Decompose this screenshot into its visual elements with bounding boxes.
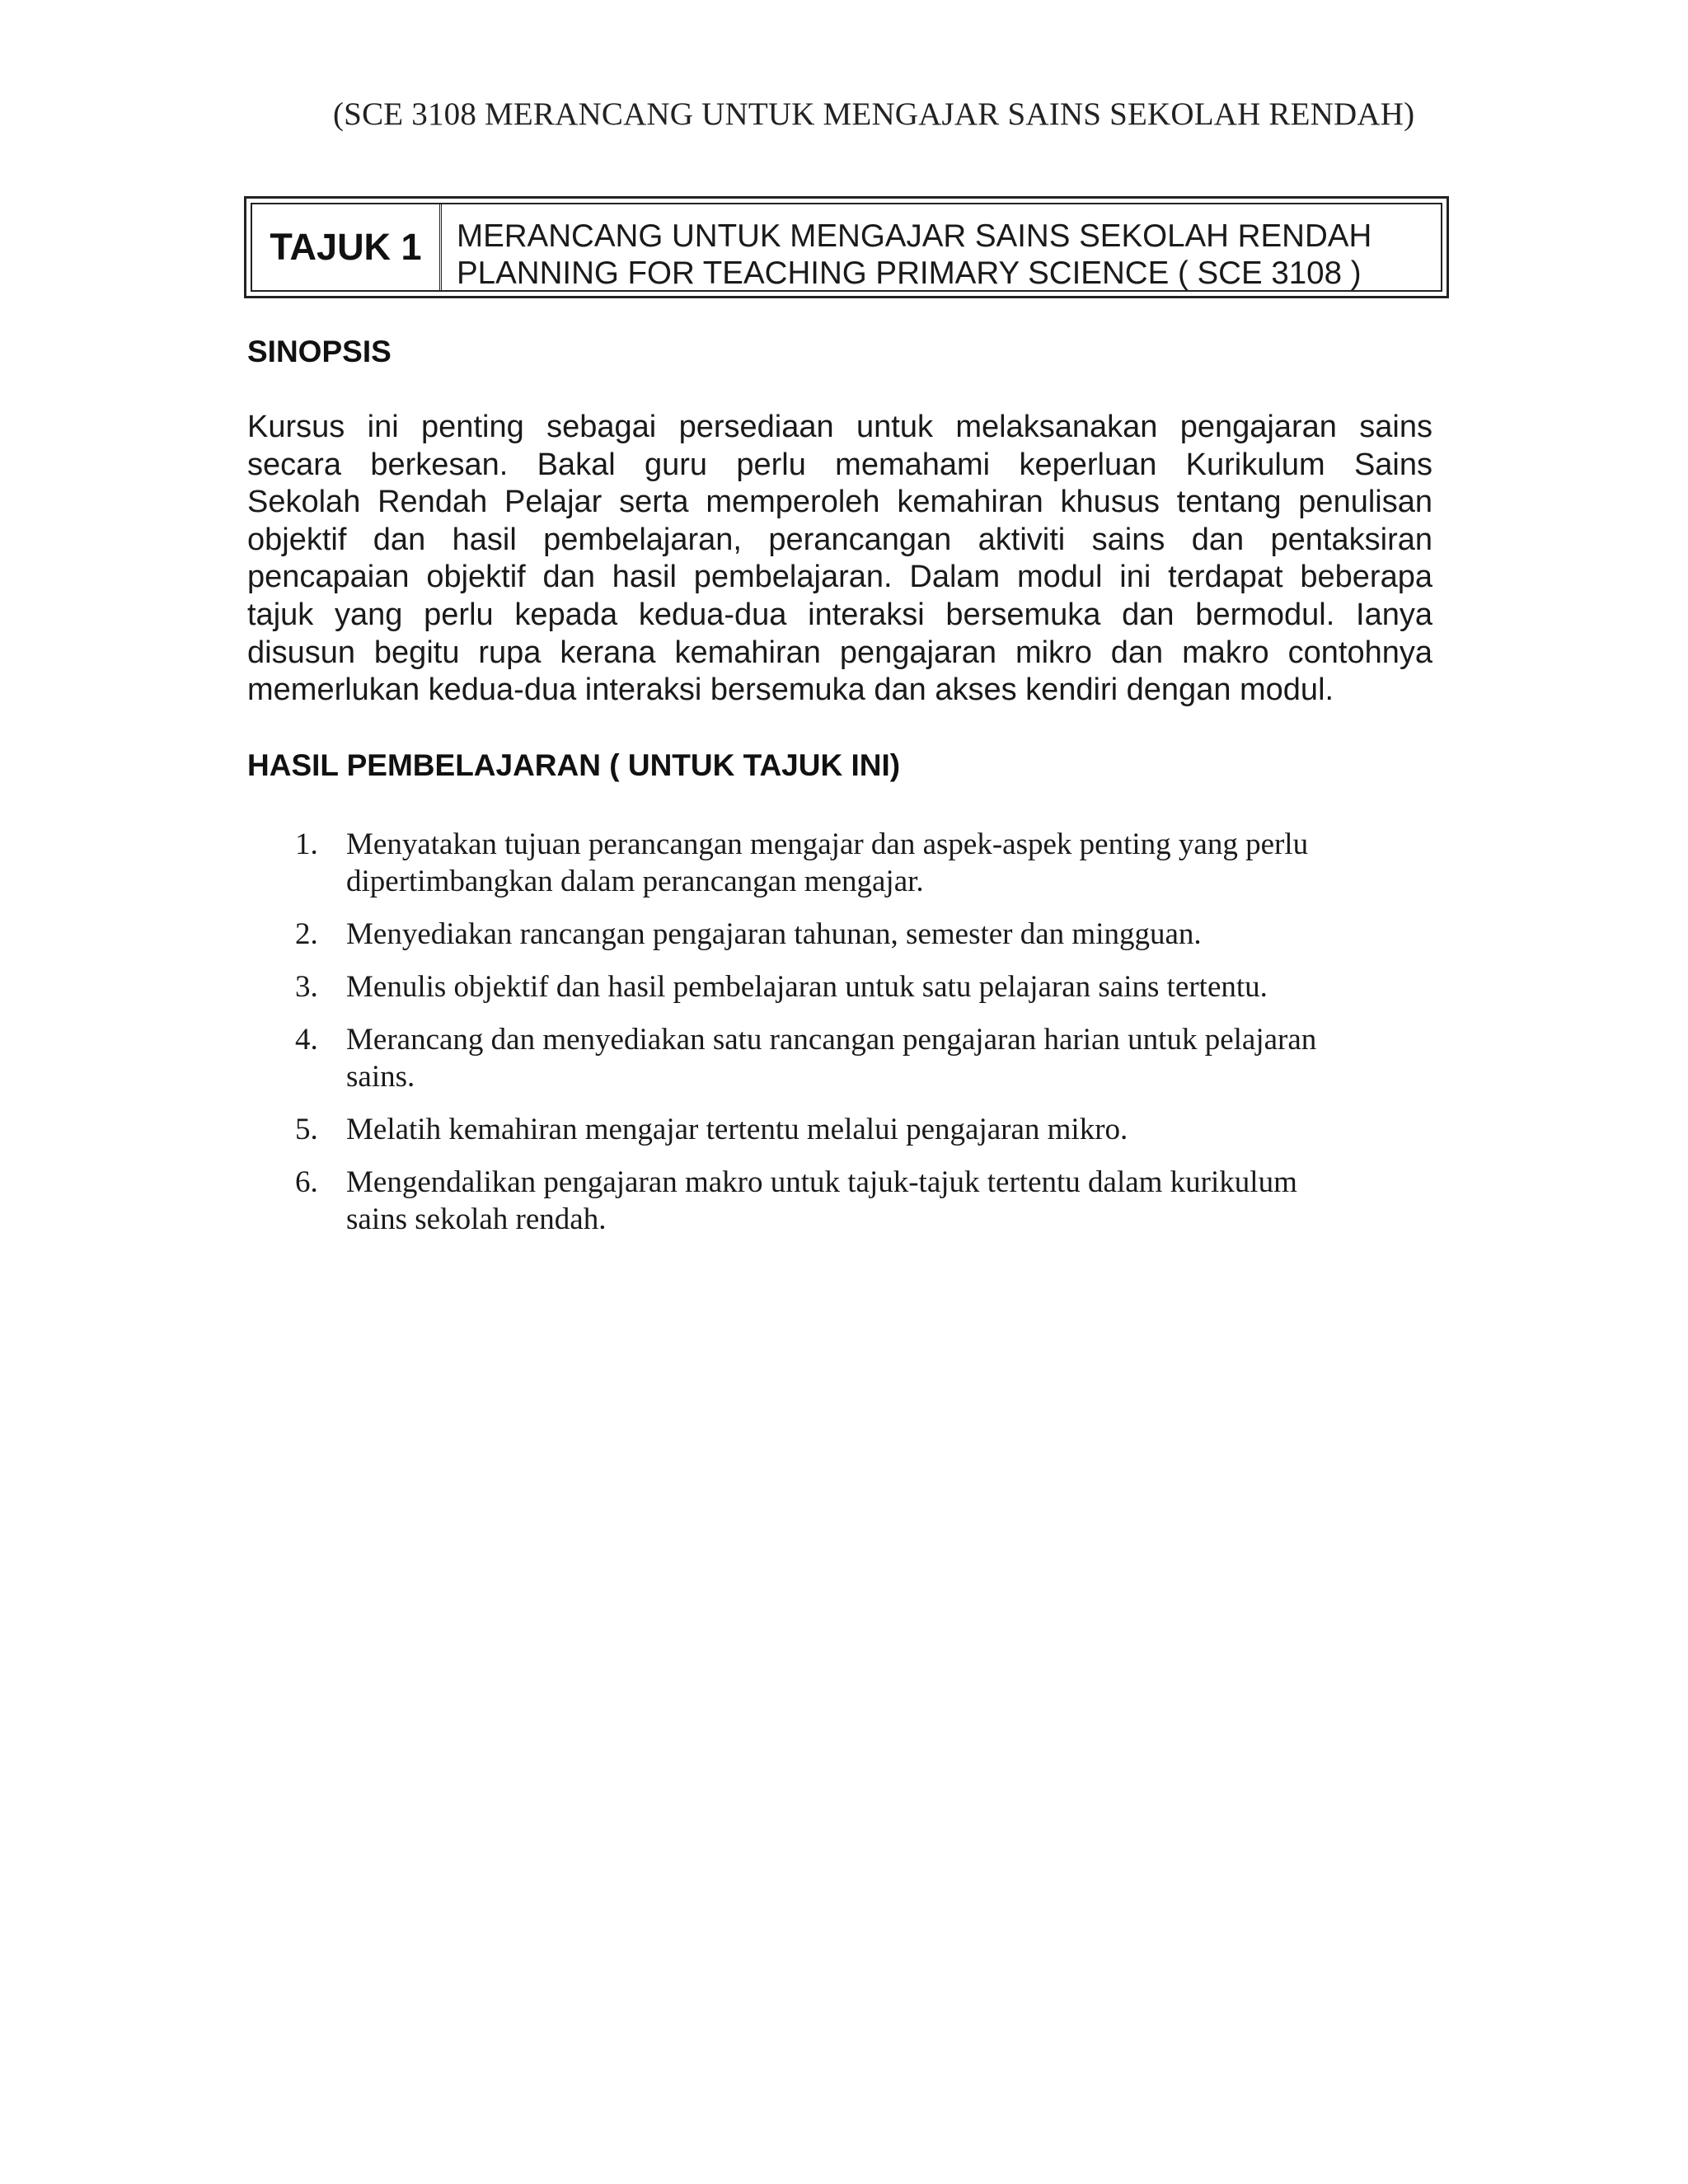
synopsis-line: pencapaian objektif dan hasil pembelajaran. Dalam modul ini terdapat beberapa <box>247 560 1432 595</box>
list-item-text <box>346 1021 1426 1095</box>
list-item-line: Merancang dan menyediakan satu rancangan pengajaran harian untuk pelajaran <box>346 1023 1317 1057</box>
synopsis-line: Sekolah Rendah Pelajar serta memperoleh kemahiran khusus tentang penulisan <box>247 485 1432 520</box>
synopsis-line: Kursus ini penting sebagai persediaan untuk melaksanakan pengajaran sains <box>247 410 1432 444</box>
list-item-line: dipertimbangkan dalam perancangan mengajar. <box>346 865 924 898</box>
list-item <box>288 1111 1426 1148</box>
list-item-text <box>346 968 1426 1005</box>
topic-table <box>244 196 1449 298</box>
topic-label: TAJUK 1 <box>252 204 442 290</box>
synopsis-line: secara berkesan. Bakal guru perlu memahami keperluan Kurikulum Sains <box>247 447 1432 482</box>
synopsis-line: disusun begitu rupa kerana kemahiran pengajaran mikro dan makro contohnya <box>247 635 1432 670</box>
synopsis-line: tajuk yang perlu kepada kedua-dua interaksi bersemuka dan bermodul. Ianya <box>247 597 1432 632</box>
list-item <box>288 1021 1426 1095</box>
list-item <box>288 1164 1426 1238</box>
list-item-line: Menyatakan tujuan perancangan mengajar dan aspek-aspek penting yang perlu <box>346 827 1309 861</box>
list-item-line: Menyediakan rancangan pengajaran tahunan, semester dan mingguan. <box>346 917 1202 951</box>
list-item-number: 4. <box>295 1023 318 1057</box>
learning-outcomes-list <box>288 826 1426 1254</box>
list-item-number: 3. <box>295 970 318 1004</box>
list-item <box>288 916 1426 953</box>
topic-title-line-malay: MERANCANG UNTUK MENGAJAR SAINS SEKOLAH RENDAH <box>457 218 1372 254</box>
list-item-line: sains. <box>346 1060 415 1094</box>
synopsis-heading: SINOPSIS <box>247 335 392 368</box>
list-item-line: Menulis objektif dan hasil pembelajaran untuk satu pelajaran sains tertentu. <box>346 970 1268 1004</box>
synopsis-paragraph <box>247 409 1432 710</box>
list-item-text <box>346 1111 1426 1148</box>
list-item-number: 2. <box>295 917 318 951</box>
topic-title-line-english: PLANNING FOR TEACHING PRIMARY SCIENCE ( SCE 3108 ) <box>457 255 1362 291</box>
list-item-number: 1. <box>295 827 318 861</box>
running-header: (SCE 3108 MERANCANG UNTUK MENGAJAR SAINS SEKOLAH RENDAH) <box>333 96 1415 132</box>
list-item-text <box>346 916 1426 953</box>
list-item-number: 6. <box>295 1165 318 1199</box>
synopsis-line: objektif dan hasil pembelajaran, perancangan aktiviti sains dan pentaksiran <box>247 522 1432 557</box>
list-item <box>288 826 1426 900</box>
topic-title <box>442 204 1441 290</box>
list-item-text <box>346 1164 1426 1238</box>
list-item-line: sains sekolah rendah. <box>346 1202 607 1236</box>
list-item-text <box>346 826 1426 900</box>
list-item-line: Mengendalikan pengajaran makro untuk tajuk-tajuk tertentu dalam kurikulum <box>346 1165 1297 1199</box>
topic-table-row <box>251 203 1442 292</box>
list-item <box>288 968 1426 1005</box>
learning-outcomes-heading: HASIL PEMBELAJARAN ( UNTUK TAJUK INI) <box>247 748 901 782</box>
synopsis-line: memerlukan kedua-dua interaksi bersemuka dan akses kendiri dengan modul. <box>247 673 1334 708</box>
list-item-line: Melatih kemahiran mengajar tertentu melalui pengajaran mikro. <box>346 1113 1128 1146</box>
list-item-number: 5. <box>295 1113 318 1146</box>
